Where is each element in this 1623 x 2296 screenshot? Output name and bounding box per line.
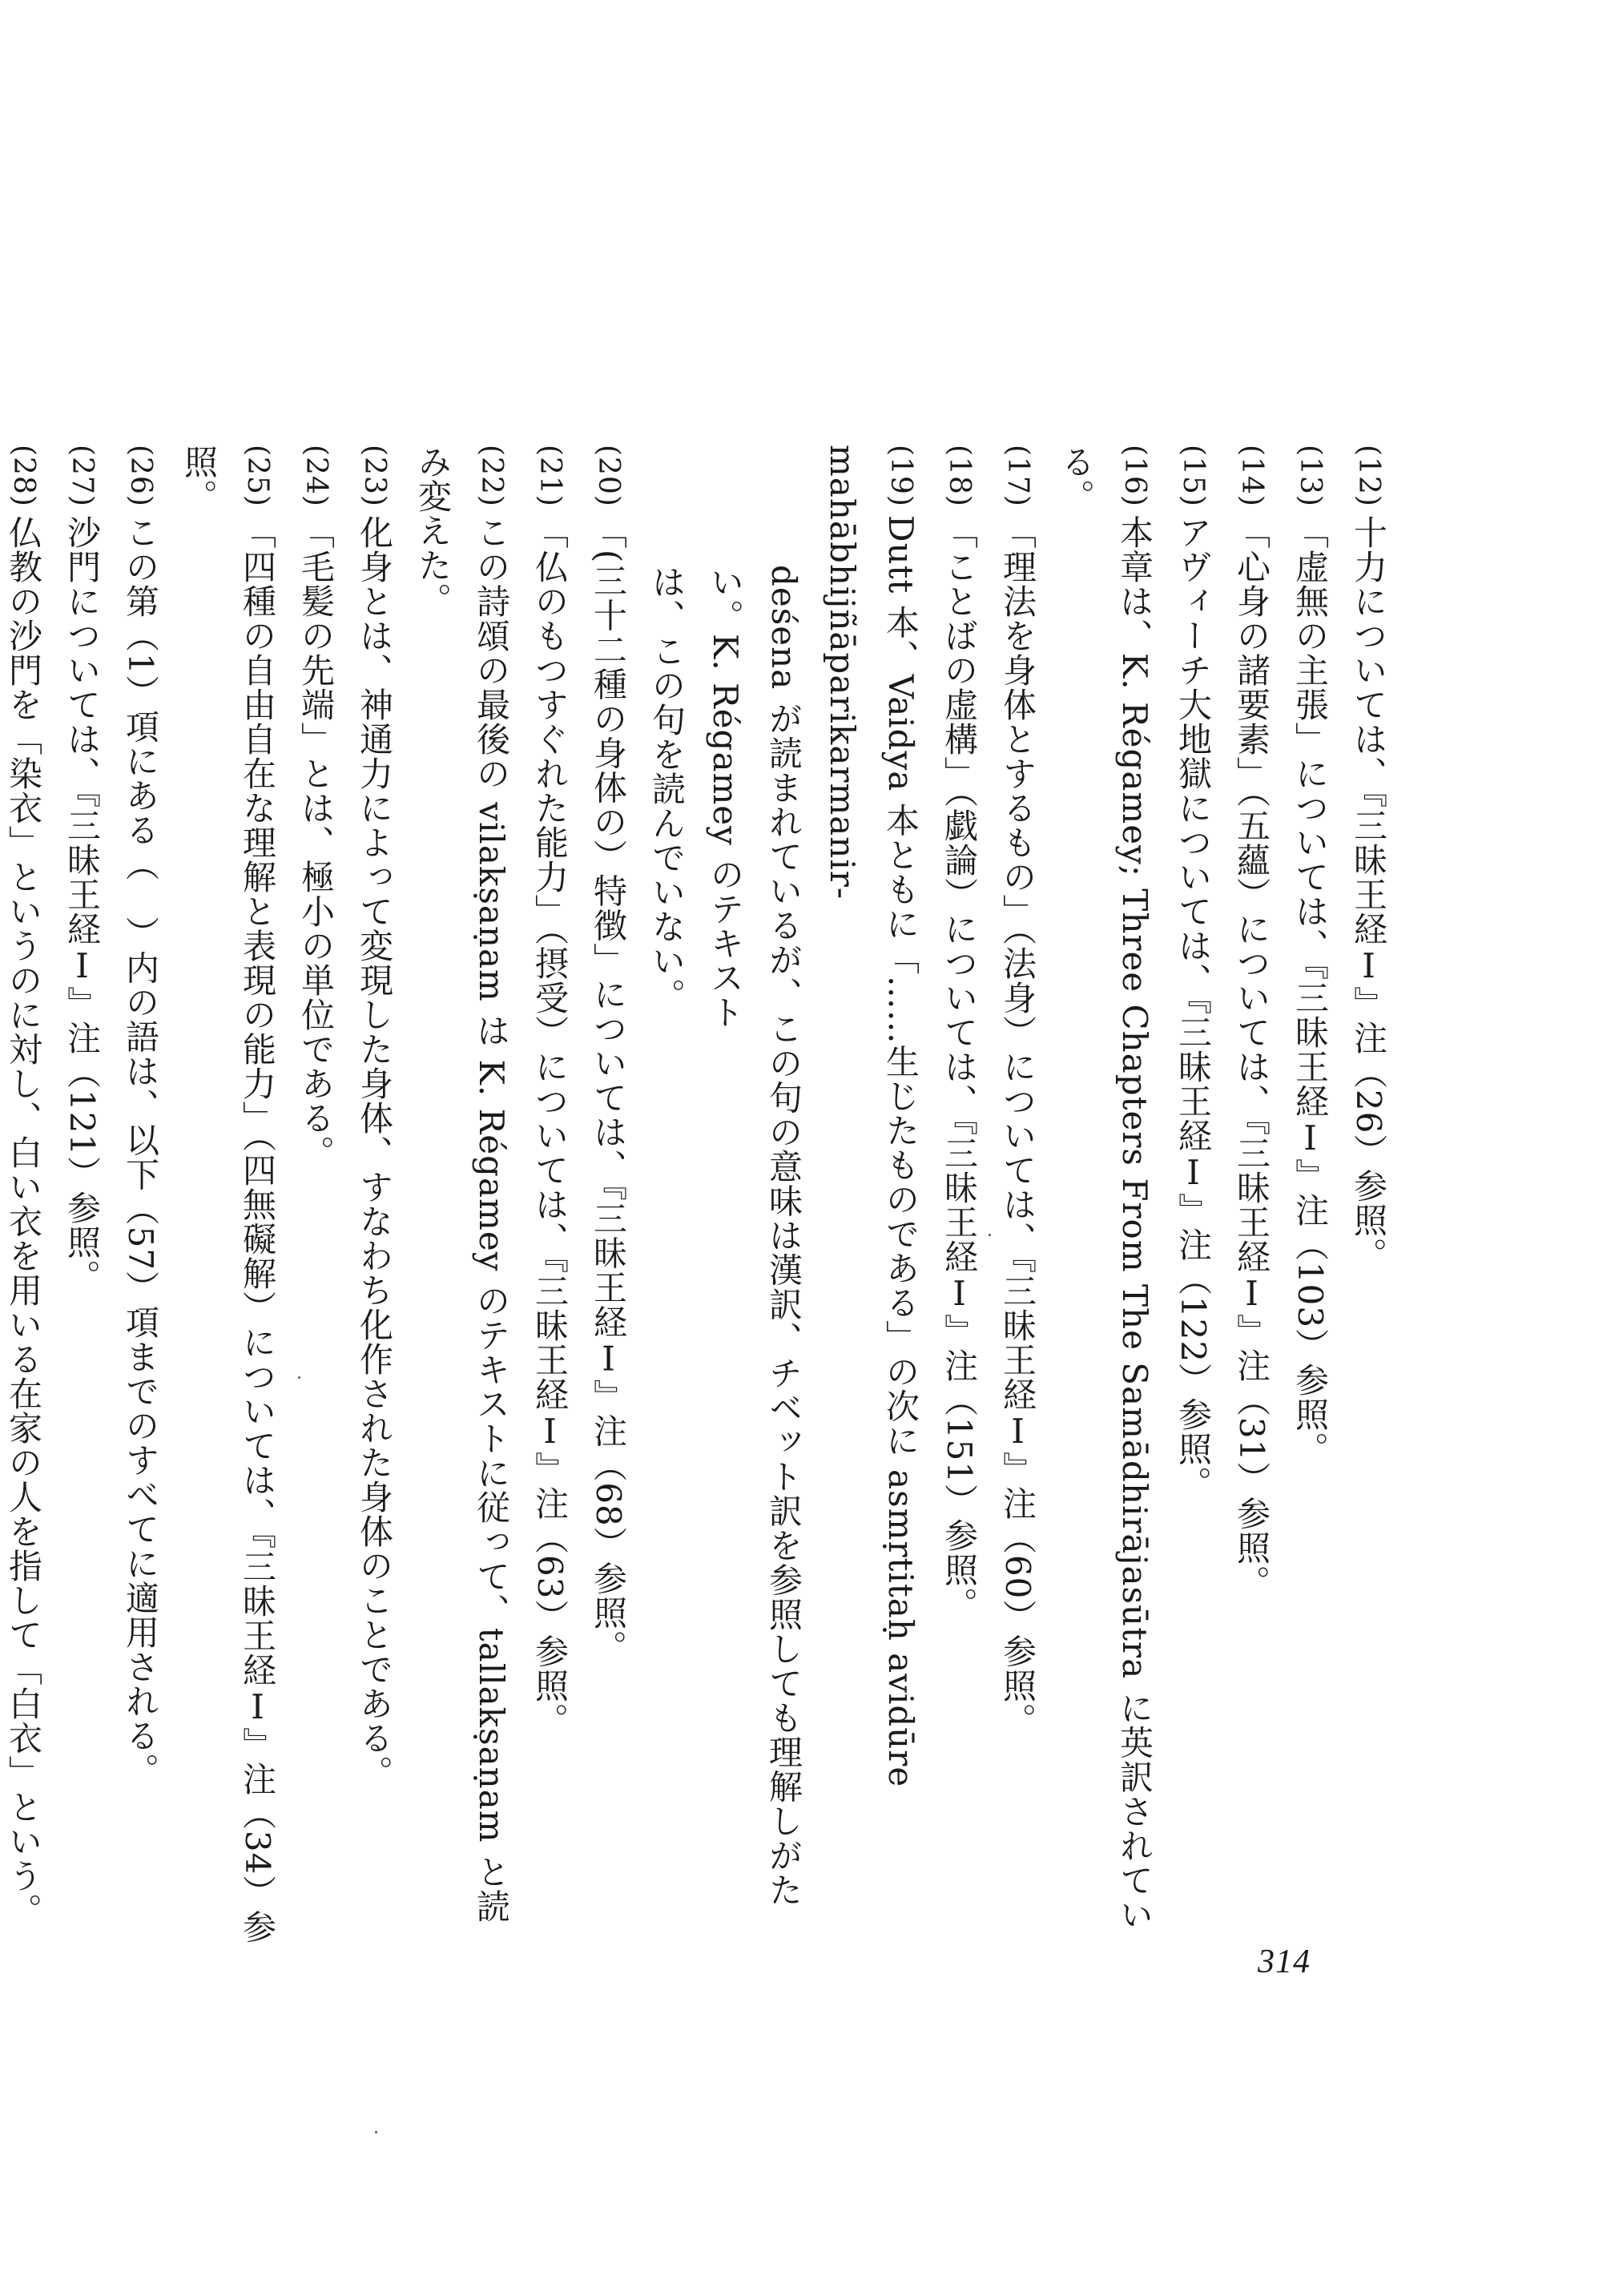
note-18 xyxy=(930,445,989,1951)
note-22 xyxy=(404,445,521,1951)
note-text: 「毛髪の先端」とは、極小の単位である。 xyxy=(296,514,336,1170)
note-text: 「(三十二種の身体の）特徴」については、『三昧王経Ⅰ』注（68）参照。 xyxy=(589,514,628,1665)
scan-speck xyxy=(375,2131,377,2133)
note-27 xyxy=(53,445,111,1951)
note-text: 「四種の自由自在な理解と表現の能力」（四無礙解）については、『三昧王経Ⅰ』注（34）参照。 xyxy=(179,445,277,1944)
scan-speck xyxy=(989,1234,991,1236)
note-number: (24) xyxy=(300,445,332,507)
note-25 xyxy=(170,445,287,1951)
note-text: は、この句を読んでいない。 xyxy=(647,565,687,1013)
note-number: (19) xyxy=(884,445,917,507)
note-text: 「虚無の主張」については、『三昧王経Ⅰ』注（103）参照。 xyxy=(1291,514,1330,1467)
note-text: 「理法を身体とするもの」（法身）については、『三昧王経Ⅰ』注（60）参照。 xyxy=(998,514,1037,1738)
note-text: 沙門については、『三昧王経Ⅰ』注（121）参照。 xyxy=(62,514,102,1295)
note-19-continuation-2 xyxy=(638,445,696,1951)
note-number: (28) xyxy=(7,445,40,507)
note-number: (14) xyxy=(1235,445,1268,507)
note-15 xyxy=(1164,445,1222,1951)
note-text: 「仏のもつすぐれた能力」（摂受）については、『三昧王経Ⅰ』注（63）参照。 xyxy=(530,514,570,1738)
note-text: アヴィーチ大地獄については、『三昧王経Ⅰ』注（122）参照。 xyxy=(1174,514,1213,1501)
note-28 xyxy=(0,445,53,1951)
note-number: (26) xyxy=(124,445,157,507)
note-21 xyxy=(521,445,579,1951)
note-13 xyxy=(1281,445,1339,1951)
note-number: (22) xyxy=(475,445,508,507)
note-text: 化身とは、神通力によって変現した身体、すなわち化作された身体のことである。 xyxy=(355,514,394,1790)
note-text: 十力については、『三昧王経Ⅰ』注（26）参照。 xyxy=(1349,514,1388,1272)
note-17 xyxy=(989,445,1047,1951)
note-number: (27) xyxy=(66,445,99,507)
note-26 xyxy=(111,445,170,1951)
note-text: 仏教の沙門を「染衣」というのに対し、白い衣を用いる在家の人を指して「白衣」という。 xyxy=(4,514,43,1927)
note-20 xyxy=(579,445,638,1951)
note-text: deśena が読まれているが、この句の意味は漢訳、チベット訳を参照しても理解しがたい。K. Régamey のテキスト xyxy=(706,565,803,1907)
scan-speck xyxy=(298,1376,300,1379)
note-text: この詩頌の最後の vilakṣaṇam は K. Régamey のテキストに従って、tallakṣaṇam と読み変えた。 xyxy=(413,445,511,1923)
note-16 xyxy=(1047,445,1164,1951)
note-text: 「心身の諸要素」（五蘊）については、『三昧王経Ⅰ』注（31）参照。 xyxy=(1232,514,1271,1600)
note-text: Dutt 本、Vaidya 本ともに「……生じたものである」の次に asmṛtitaḥ avidūre mahābhijñāparikarmanir- xyxy=(823,445,920,1788)
note-number: (25) xyxy=(241,445,274,507)
note-24 xyxy=(287,445,345,1951)
note-14 xyxy=(1222,445,1281,1951)
note-number: (13) xyxy=(1294,445,1327,507)
note-number: (16) xyxy=(1118,445,1151,507)
note-12 xyxy=(1339,445,1398,1951)
note-text: 本章は、K. Régamey; Three Chapters From The Samādhirājasūtra に英訳されている。 xyxy=(1057,445,1154,1932)
note-text: この第（1）項にある（ ）内の語は、以下（57）項までのすべてに適用される。 xyxy=(121,514,160,1788)
notes-column-block xyxy=(4,445,1398,1951)
note-number: (20) xyxy=(592,445,625,507)
note-23 xyxy=(345,445,404,1951)
note-text: 「ことばの虚構」（戯論）については、『三昧王経Ⅰ』注（151）参照。 xyxy=(940,514,979,1622)
note-19 xyxy=(813,445,930,1951)
page-number: 314 xyxy=(1258,1944,1311,1980)
note-19-continuation-1 xyxy=(696,445,813,1951)
note-number: (15) xyxy=(1177,445,1210,507)
note-number: (17) xyxy=(1001,445,1034,507)
note-number: (23) xyxy=(358,445,391,507)
note-number: (21) xyxy=(534,445,566,507)
note-number: (12) xyxy=(1352,445,1385,507)
note-number: (18) xyxy=(943,445,976,507)
